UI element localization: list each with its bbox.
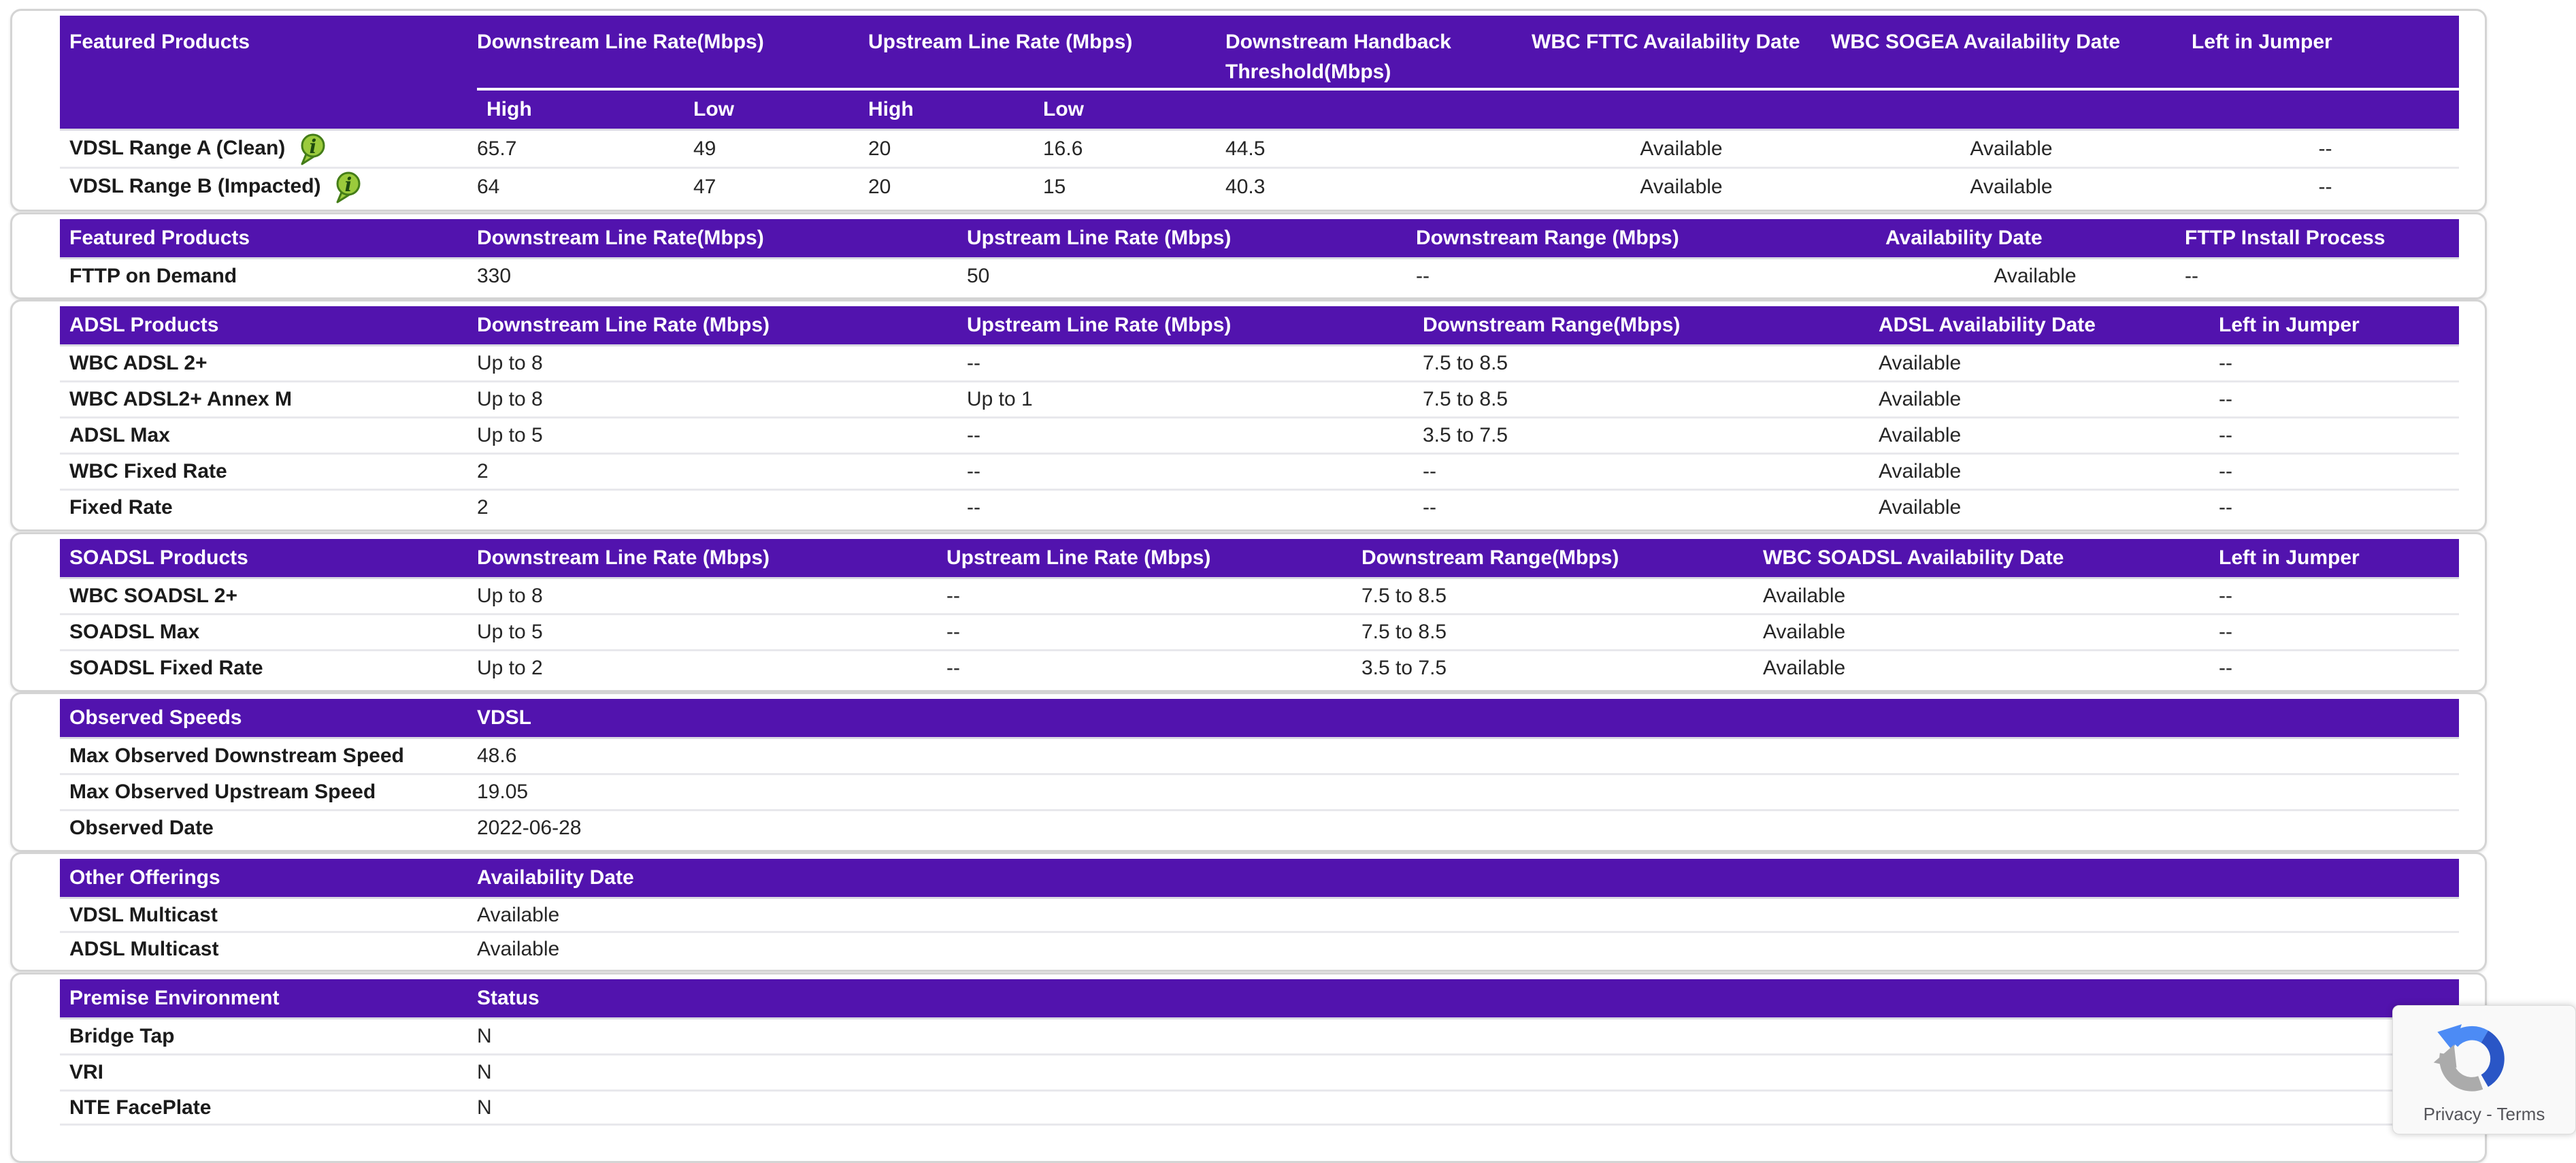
recaptcha-link-separator: -: [2481, 1104, 2497, 1124]
cell: --: [2192, 129, 2459, 167]
header-row: [60, 306, 2459, 344]
cell: --: [2219, 453, 2459, 489]
column-header: Status: [477, 979, 2459, 1017]
header-row: [60, 219, 2459, 257]
cell: Available: [1532, 129, 1831, 167]
cell: --: [1423, 489, 1879, 525]
cell: N: [477, 1053, 2459, 1090]
table-row: [60, 649, 2459, 685]
cell: Available: [1763, 613, 2219, 649]
row-label-text: Bridge Tap: [69, 1025, 175, 1047]
column-header: Low: [693, 91, 868, 129]
column-header: Premise Environment: [60, 979, 477, 1017]
cell: 44.5: [1225, 129, 1532, 167]
cell: 7.5 to 8.5: [1423, 344, 1879, 380]
row-label-text: VDSL Range B (Impacted): [69, 174, 321, 197]
cell: 20: [868, 167, 1043, 205]
cell: 49: [693, 129, 868, 167]
soadsl-products-card: [10, 532, 2487, 692]
row-label-text: Fixed Rate: [69, 496, 173, 519]
row-label-text: Max Observed Upstream Speed: [69, 781, 376, 803]
recaptcha-terms-link[interactable]: Terms: [2496, 1104, 2545, 1124]
column-header: Availability Date: [1885, 219, 2185, 257]
cell: --: [946, 613, 1361, 649]
table-row: [60, 737, 2459, 773]
column-header: High: [868, 91, 1043, 129]
row-label: [60, 1090, 477, 1126]
column-header: Downstream Range(Mbps): [1361, 539, 1763, 577]
column-header: Downstream Handback Threshold(Mbps): [1225, 16, 1532, 91]
cell: 7.5 to 8.5: [1361, 577, 1763, 613]
table-row: [60, 773, 2459, 809]
svg-text:i: i: [344, 173, 352, 196]
column-header: [1225, 91, 1532, 129]
table-row: [60, 257, 2459, 293]
cell: --: [2219, 344, 2459, 380]
cell: 16.6: [1043, 129, 1225, 167]
column-header: Left in Jumper: [2192, 16, 2459, 91]
table-row: [60, 489, 2459, 525]
cell: 7.5 to 8.5: [1423, 380, 1879, 416]
premise-environment-table: [60, 979, 2459, 1126]
cell: --: [2219, 416, 2459, 453]
row-label-text: Max Observed Downstream Speed: [69, 744, 404, 767]
row-label-text: Observed Date: [69, 817, 214, 839]
row-label-text: ADSL Max: [69, 424, 170, 446]
row-label: [60, 649, 477, 685]
table-row: [60, 1090, 2459, 1126]
column-header: Downstream Range (Mbps): [1416, 219, 1885, 257]
row-label-text: SOADSL Max: [69, 621, 200, 643]
soadsl-products-table: [60, 539, 2459, 685]
column-header: FTTP Install Process: [2185, 219, 2459, 257]
cell: Available: [1532, 167, 1831, 205]
row-label-text: VDSL Range A (Clean): [69, 136, 286, 159]
cell: 50: [967, 257, 1416, 293]
row-label: [60, 931, 477, 965]
cell: Available: [1879, 344, 2219, 380]
cell: Available: [1879, 416, 2219, 453]
cell: --: [2219, 649, 2459, 685]
header-row: [60, 16, 2459, 91]
column-header: Left in Jumper: [2219, 306, 2459, 344]
cell: Available: [1879, 453, 2219, 489]
column-header: WBC FTTC Availability Date: [1532, 16, 1831, 91]
cell: Available: [477, 897, 2459, 931]
column-header: [1532, 91, 1831, 129]
column-header: WBC SOADSL Availability Date: [1763, 539, 2219, 577]
table-row: [60, 897, 2459, 931]
row-label: [60, 773, 477, 809]
cell: Up to 8: [477, 344, 967, 380]
row-label: [60, 809, 477, 845]
column-header: [2192, 91, 2459, 129]
column-header: Observed Speeds: [60, 699, 477, 737]
row-label: [60, 577, 477, 613]
adsl-products-card: [10, 299, 2487, 531]
row-label: [60, 1017, 477, 1053]
table-row: [60, 380, 2459, 416]
cell: --: [967, 453, 1423, 489]
column-header: SOADSL Products: [60, 539, 477, 577]
cell: --: [946, 577, 1361, 613]
info-bubble-icon[interactable]: [298, 133, 328, 165]
cell: 2022-06-28: [477, 809, 2459, 845]
cell: 20: [868, 129, 1043, 167]
row-label: [60, 613, 477, 649]
row-label-text: VDSL Multicast: [69, 903, 218, 926]
row-label: [60, 380, 477, 416]
cell: 2: [477, 489, 967, 525]
cell: 2: [477, 453, 967, 489]
column-header: Upstream Line Rate (Mbps): [967, 306, 1423, 344]
column-header: [1831, 91, 2192, 129]
cell: Up to 8: [477, 380, 967, 416]
cell: N: [477, 1090, 2459, 1126]
cell: --: [2192, 167, 2459, 205]
row-label-text: SOADSL Fixed Rate: [69, 657, 263, 679]
cell: Available: [1831, 167, 2192, 205]
row-label-text: WBC SOADSL 2+: [69, 585, 237, 607]
cell: Up to 5: [477, 613, 946, 649]
row-label: [60, 897, 477, 931]
column-header: Downstream Range(Mbps): [1423, 306, 1879, 344]
table-row: [60, 453, 2459, 489]
cell: --: [2219, 577, 2459, 613]
row-label: [60, 453, 477, 489]
column-header: Low: [1043, 91, 1225, 129]
featured-products-fttc-card: [10, 9, 2487, 212]
cell: Available: [1763, 577, 2219, 613]
row-label-text: WBC Fixed Rate: [69, 460, 227, 482]
other-offerings-table: [60, 859, 2459, 965]
column-header: Downstream Line Rate (Mbps): [477, 306, 967, 344]
cell: 47: [693, 167, 868, 205]
table-row: [60, 344, 2459, 380]
adsl-products-table: [60, 306, 2459, 525]
column-header: VDSL: [477, 699, 2459, 737]
row-label: [60, 129, 477, 167]
cell: 3.5 to 7.5: [1361, 649, 1763, 685]
cell: --: [946, 649, 1361, 685]
column-header: Left in Jumper: [2219, 539, 2459, 577]
cell: 330: [477, 257, 967, 293]
row-label: [60, 344, 477, 380]
column-header: Featured Products: [60, 219, 477, 257]
row-label-text: WBC ADSL2+ Annex M: [69, 388, 292, 410]
premise-environment-card: [10, 972, 2487, 1163]
cell: Available: [477, 931, 2459, 965]
column-header: Upstream Line Rate (Mbps): [967, 219, 1416, 257]
row-label: [60, 489, 477, 525]
cell: Available: [1879, 489, 2219, 525]
column-header: WBC SOGEA Availability Date: [1831, 16, 2192, 91]
cell: 48.6: [477, 737, 2459, 773]
table-row: [60, 416, 2459, 453]
cell: --: [2185, 257, 2459, 293]
observed-speeds-card: [10, 692, 2487, 852]
column-header: Downstream Line Rate(Mbps): [477, 16, 868, 91]
cell: --: [1416, 257, 1885, 293]
table-row: [60, 1053, 2459, 1090]
header-row: [60, 539, 2459, 577]
cell: Available: [1885, 257, 2185, 293]
recaptcha-privacy-link[interactable]: Privacy: [2423, 1104, 2481, 1124]
column-header: Downstream Line Rate (Mbps): [477, 539, 946, 577]
cell: 64: [477, 167, 693, 205]
row-label: [60, 416, 477, 453]
cell: N: [477, 1017, 2459, 1053]
row-label: [60, 1053, 477, 1090]
info-bubble-icon[interactable]: [333, 171, 363, 203]
row-label-text: NTE FacePlate: [69, 1096, 212, 1119]
cell: Available: [1879, 380, 2219, 416]
svg-text:i: i: [309, 135, 316, 158]
row-label-text: ADSL Multicast: [69, 937, 219, 960]
column-header: Availability Date: [477, 859, 2459, 897]
cell: --: [967, 344, 1423, 380]
cell: --: [967, 489, 1423, 525]
table-row: [60, 931, 2459, 965]
featured-products-fttp-card: [10, 212, 2487, 299]
cell: 65.7: [477, 129, 693, 167]
row-label-text: FTTP on Demand: [69, 264, 237, 287]
table-row: [60, 129, 2459, 167]
cell: Available: [1763, 649, 2219, 685]
column-header: Featured Products: [60, 16, 477, 129]
cell: Up to 8: [477, 577, 946, 613]
table-row: [60, 613, 2459, 649]
row-label: [60, 737, 477, 773]
table-row: [60, 577, 2459, 613]
cell: --: [967, 416, 1423, 453]
cell: --: [2219, 613, 2459, 649]
cell: 3.5 to 7.5: [1423, 416, 1879, 453]
column-header: ADSL Products: [60, 306, 477, 344]
table-row: [60, 167, 2459, 205]
recaptcha-links: [2393, 1104, 2575, 1125]
cell: --: [2219, 489, 2459, 525]
cell: --: [1423, 453, 1879, 489]
row-label: [60, 167, 477, 205]
cell: 19.05: [477, 773, 2459, 809]
recaptcha-badge[interactable]: [2392, 1005, 2576, 1134]
column-header: Upstream Line Rate (Mbps): [868, 16, 1225, 91]
row-label-text: VRI: [69, 1061, 104, 1083]
column-header: Upstream Line Rate (Mbps): [946, 539, 1361, 577]
header-row: [60, 979, 2459, 1017]
table-row: [60, 1017, 2459, 1053]
featured-products-fttc-table: [60, 16, 2459, 205]
cell: 7.5 to 8.5: [1361, 613, 1763, 649]
cell: --: [2219, 380, 2459, 416]
row-label-text: WBC ADSL 2+: [69, 352, 208, 374]
column-header: Other Offerings: [60, 859, 477, 897]
header-row: [60, 859, 2459, 897]
featured-products-fttp-table: [60, 219, 2459, 293]
column-header: ADSL Availability Date: [1879, 306, 2219, 344]
recaptcha-icon: [2431, 1015, 2513, 1097]
row-label: [60, 257, 477, 293]
column-header: High: [477, 91, 693, 129]
column-header: Downstream Line Rate(Mbps): [477, 219, 967, 257]
cell: 15: [1043, 167, 1225, 205]
other-offerings-card: [10, 852, 2487, 972]
cell: 40.3: [1225, 167, 1532, 205]
cell: Available: [1831, 129, 2192, 167]
cell: Up to 5: [477, 416, 967, 453]
cell: Up to 2: [477, 649, 946, 685]
observed-speeds-table: [60, 699, 2459, 845]
table-row: [60, 809, 2459, 845]
header-row: [60, 699, 2459, 737]
cell: Up to 1: [967, 380, 1423, 416]
